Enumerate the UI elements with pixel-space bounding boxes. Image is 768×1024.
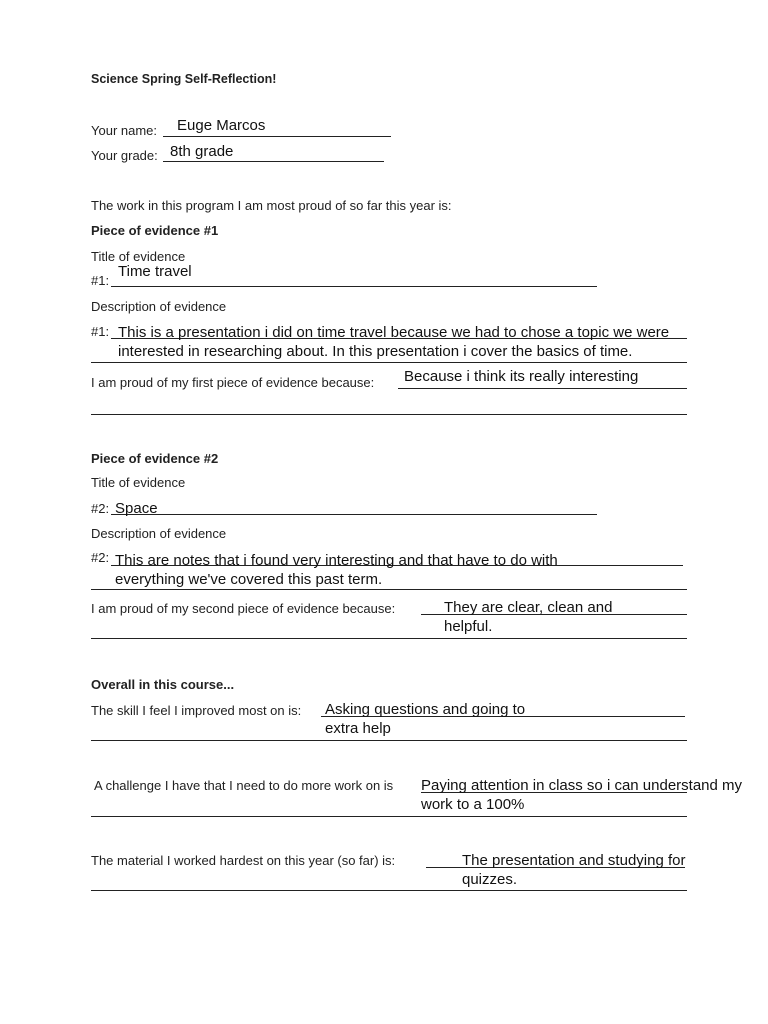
evidence1-title-prefix: #1:: [91, 273, 110, 288]
evidence1-title-label: Title of evidence: [91, 249, 186, 264]
intro-text: The work in this program I am most proud of so far this year is:: [91, 198, 452, 213]
evidence1-desc-prefix: #1:: [91, 324, 110, 339]
evidence2-desc-prefix: #2:: [91, 550, 110, 565]
evidence2-desc-underline-2: [91, 589, 687, 590]
evidence1-desc-underline-2: [91, 362, 687, 363]
evidence2-title-field[interactable]: Space: [115, 500, 158, 517]
evidence1-desc-label: Description of evidence: [91, 299, 227, 314]
material-field[interactable]: The presentation and studying for quizzes.: [462, 852, 686, 888]
evidence2-heading: Piece of evidence #2: [91, 451, 219, 466]
grade-field[interactable]: 8th grade: [170, 143, 234, 160]
grade-underline: [163, 161, 384, 162]
evidence1-proud-label: I am proud of my first piece of evidence because:: [91, 375, 375, 390]
name-label: Your name:: [91, 123, 158, 138]
name-field[interactable]: Euge Marcos: [177, 117, 266, 134]
evidence1-heading: Piece of evidence #1: [91, 223, 219, 238]
skill-underline-2: [91, 740, 687, 741]
material-label: The material I worked hardest on this year (so far) is:: [91, 853, 396, 868]
evidence1-title-field[interactable]: Time travel: [118, 263, 192, 280]
challenge-underline-2: [91, 816, 687, 817]
overall-heading: Overall in this course...: [91, 677, 235, 692]
evidence2-proud-label: I am proud of my second piece of evidence because:: [91, 601, 396, 616]
form-title: Science Spring Self-Reflection!: [91, 72, 277, 86]
evidence2-title-prefix: #2:: [91, 501, 110, 516]
skill-field[interactable]: Asking questions and going to extra help: [325, 701, 526, 737]
evidence2-proud-underline-2: [91, 638, 687, 639]
evidence1-title-underline: [111, 286, 597, 287]
material-underline-2: [91, 890, 687, 891]
evidence2-title-underline: [111, 514, 597, 515]
evidence2-proud-field[interactable]: They are clear, clean and helpful.: [444, 599, 613, 635]
evidence2-title-label: Title of evidence: [91, 475, 186, 490]
name-underline: [163, 136, 391, 137]
evidence2-desc-field[interactable]: This are notes that i found very interesting and that have to do with everything we've covered this past term.: [115, 552, 558, 588]
evidence2-desc-label: Description of evidence: [91, 526, 227, 541]
evidence1-proud-underline-2: [91, 414, 687, 415]
skill-label: The skill I feel I improved most on is:: [91, 703, 302, 718]
evidence1-desc-field[interactable]: This is a presentation i did on time travel because we had to chose a topic we were interested in researching about. In this presentation i cover the basics of time.: [118, 324, 670, 360]
challenge-label: A challenge I have that I need to do more work on is: [94, 778, 394, 793]
grade-label: Your grade:: [91, 148, 158, 163]
challenge-field[interactable]: Paying attention in class so i can understand my work to a 100%: [421, 777, 743, 813]
evidence1-proud-field[interactable]: Because i think its really interesting: [404, 368, 639, 385]
evidence1-proud-underline-1: [398, 388, 687, 389]
